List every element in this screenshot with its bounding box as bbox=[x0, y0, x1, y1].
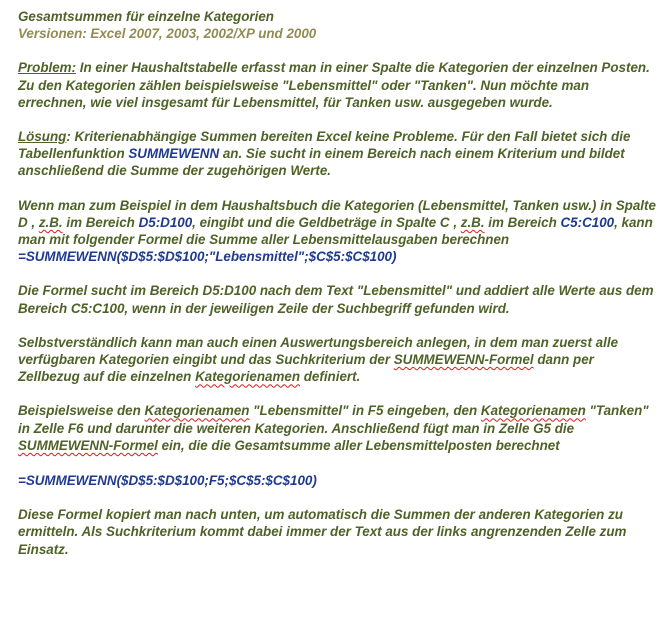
solution-text-1: : Kriterienabhängige Summen bereiten Excel keine Probleme. Für den Fall bietet sich die Tabellenfunktion bbox=[18, 129, 631, 162]
example2-word-2: Kategorienamen bbox=[480, 403, 586, 419]
evaluation-word-1: SUMMEWENN-Formel bbox=[393, 352, 534, 368]
formula-2: =SUMMEWENN($D$5:$D$100;F5;$C$5:$C$100) bbox=[18, 473, 317, 489]
example-range-2: C5:C100 bbox=[560, 214, 615, 230]
example-text-3: , eingibt und die Geldbeträge in Spalte C , bbox=[192, 214, 461, 230]
example2-word-3: SUMMEWENN-Formel bbox=[18, 437, 158, 453]
example-text-5: , kann man mit folgender Formel die Summe aller Lebensmittelausgaben berechnen bbox=[18, 214, 653, 248]
versions-subtitle: Versionen: Excel 2007, 2003, 2002/XP und 2000 bbox=[18, 26, 317, 42]
problem-paragraph bbox=[18, 59, 658, 111]
example2-text-3: "Tanken" in Zelle F6 und darunter die weiteren Kategorien. Anschließend fügt man in Zelle G5 die bbox=[18, 403, 649, 436]
explanation-paragraph: Die Formel sucht im Bereich D5:D100 nach dem Text "Lebensmittel" und addiert alle Werte aus dem Bereich C5:C100, wenn in der jeweiligen Zeile der Suchbegriff gefunden wird. bbox=[18, 283, 654, 316]
example-zb-1: z.B. bbox=[38, 214, 63, 230]
problem-label: Problem: bbox=[18, 60, 77, 76]
formula-1: =SUMMEWENN($D$5:$D$100;"Lebensmittel";$C$5:$C$100) bbox=[18, 249, 397, 265]
document-body bbox=[18, 8, 658, 558]
solution-paragraph bbox=[18, 128, 658, 180]
example-text-1: Wenn man zum Beispiel in dem Haushaltsbuch die Kategorien (Lebensmittel, Tanken usw.) in Spalte D , bbox=[18, 197, 656, 230]
example-paragraph bbox=[18, 197, 658, 249]
evaluation-text-3: definiert. bbox=[300, 369, 361, 385]
problem-text: In einer Haushaltstabelle erfasst man in einer Spalte die Kategorien der einzelnen Posten. Zu den Kategorien zählen beispielsweise "Lebensmittel" oder "Tanken". Nun möchte man errechnen, wie viel insgesamt für Lebensmittel, für Tanken usw. ausgegeben wurde. bbox=[18, 60, 650, 110]
page-title: Gesamtsummen für einzelne Kategorien bbox=[18, 9, 274, 24]
example-text-4: im Bereich bbox=[484, 214, 561, 230]
example2-paragraph bbox=[18, 402, 658, 454]
evaluation-text-1: Selbstverständlich kann man auch einen Auswertungsbereich anlegen, in dem man zuerst alle verfügbaren Kategorien eingibt und das Suchkriterium der bbox=[18, 334, 619, 368]
solution-label: Lösung bbox=[18, 129, 67, 145]
example-zb-2: z.B. bbox=[460, 214, 485, 230]
example2-text-1: Beispielsweise den bbox=[18, 403, 145, 419]
example2-text-4: ein, die die Gesamtsumme aller Lebensmittelposten berechnet bbox=[157, 437, 560, 453]
example-range-1: D5:D100 bbox=[138, 214, 193, 230]
evaluation-text-2: dann per Zellbezug auf die einzelnen bbox=[18, 352, 594, 385]
example2-word-1: Kategorienamen bbox=[144, 403, 250, 419]
closing-paragraph: Diese Formel kopiert man nach unten, um automatisch die Summen der anderen Kategorien zu ermitteln. Als Suchkriterium kommt dabei immer der Text aus der links angrenzenden Zelle zum Einsatz. bbox=[18, 507, 627, 557]
evaluation-word-2: Kategorienamen bbox=[195, 369, 301, 385]
example2-text-2: "Lebensmittel" in F5 eingeben, den bbox=[249, 403, 481, 419]
solution-text-2: an. Sie sucht in einem Bereich nach einem Kriterium und bildet anschließend die Summe der zugehörigen Werte. bbox=[18, 146, 625, 179]
function-name: SUMMEWENN bbox=[128, 146, 220, 162]
evaluation-paragraph bbox=[18, 334, 658, 386]
example-text-2: im Bereich bbox=[62, 214, 139, 230]
